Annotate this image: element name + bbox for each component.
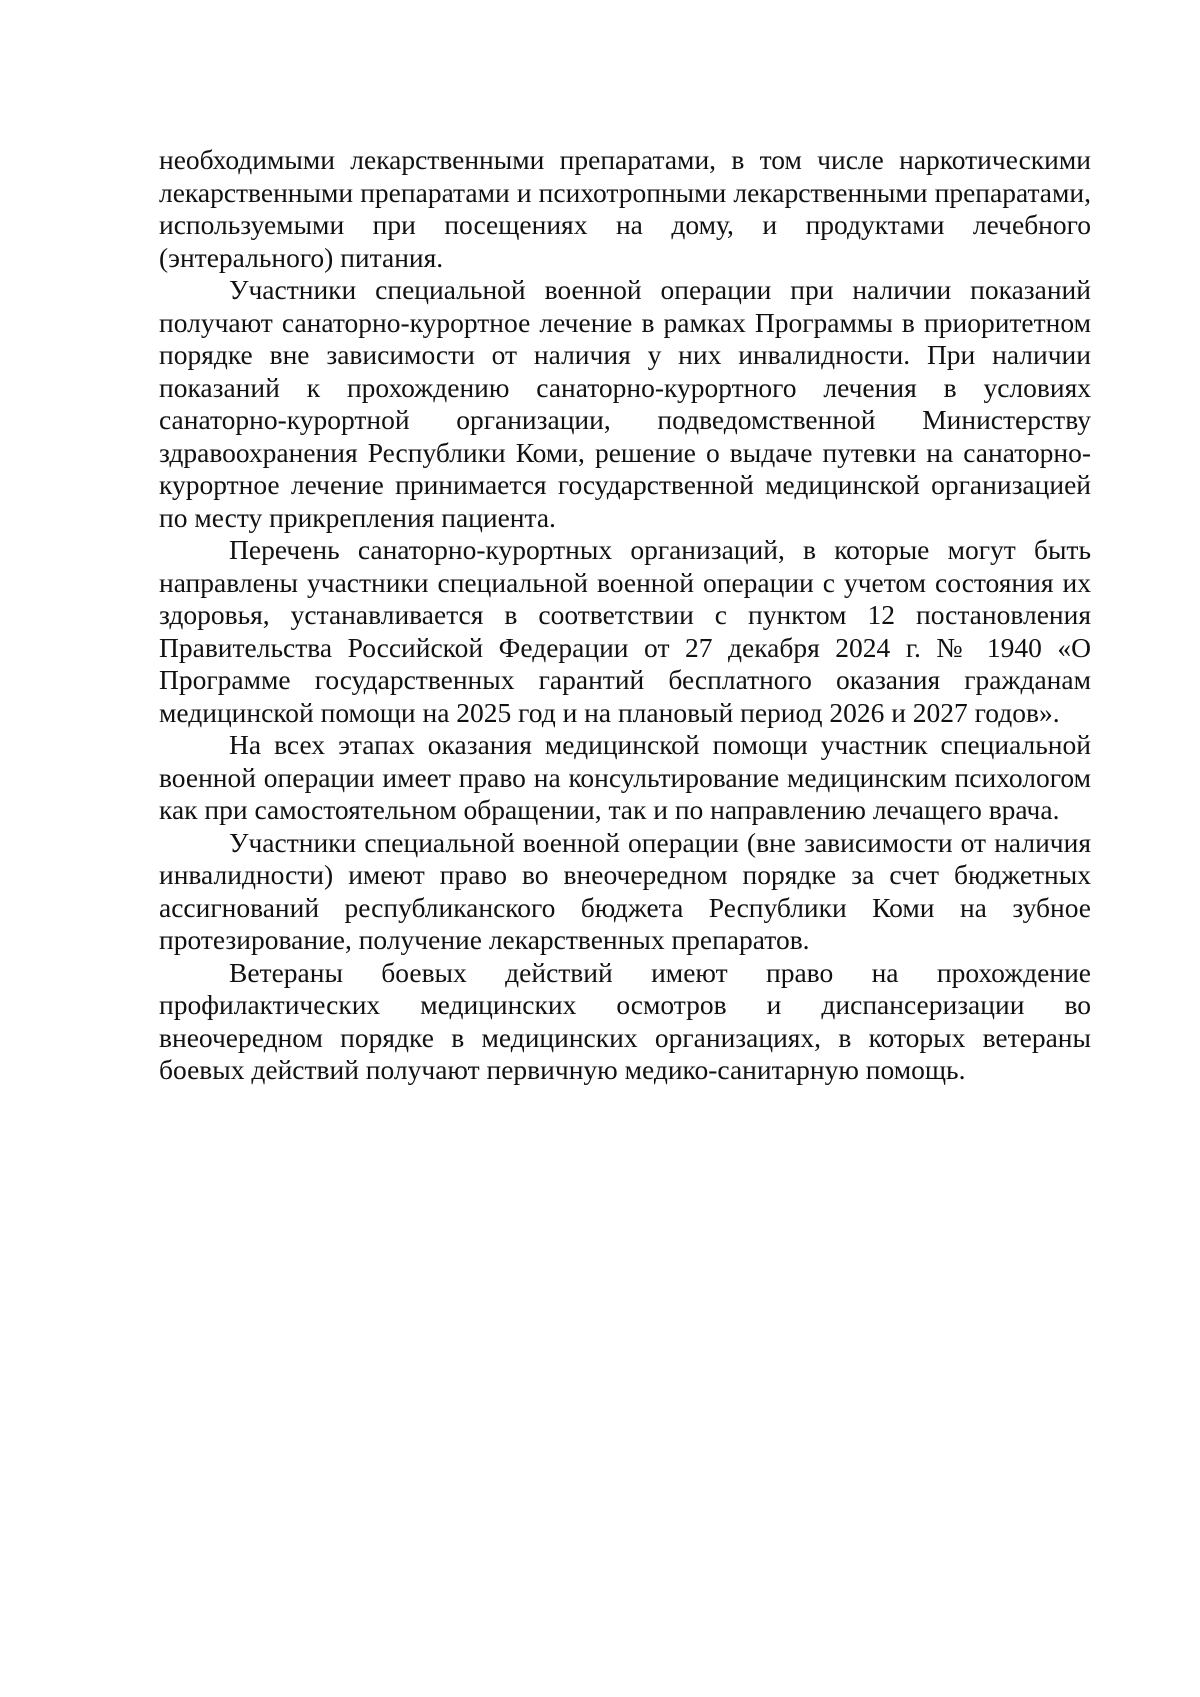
paragraph-dental-prosthetics: Участники специальной военной операции (вне зависимости от наличия инвалидности) имеют право во внеочередном порядке за счет бюджетных ассигнований республиканского бюджета Республики Коми на зубное протезирование, получение лекарственных препаратов. <box>159 826 1091 955</box>
document-body <box>159 144 1091 1087</box>
paragraph-psychologist: На всех этапах оказания медицинской помощи участник специальной военной операции имеет право на консультирование медицинским психологом как при самостоятельном обращении, так и по направлению лечащего врача. <box>159 729 1091 825</box>
paragraph-sanatorium-treatment: Участники специальной военной операции при наличии показаний получают санаторно-курортное лечение в рамках Программы в приоритетном порядке вне зависимости от наличия у них инвалидности. При наличии показаний к прохождению санаторно-курортного лечения в условиях санаторно-курортной организации, подведомственной Министерству здравоохранения Республики Коми, решение о выдаче путевки на санаторно-курортное лечение принимается государственной медицинской организацией по месту прикрепления пациента. <box>159 274 1091 533</box>
paragraph-sanatorium-list: Перечень санаторно-курортных организаций, в которые могут быть направлены участники специальной военной операции с учетом состояния их здоровья, устанавливается в соответствии с пунктом 12 постановления Правительства Российской Федерации от 27 декабря 2024 г. № 1940 «О Программе государственных гарантий бесплатного оказания гражданам медицинской помощи на 2025 год и на плановый период 2026 и 2027 годов». <box>159 534 1091 728</box>
paragraph-veterans-checkups: Ветераны боевых действий имеют право на прохождение профилактических медицинских осмотров и диспансеризации во внеочередном порядке в медицинских организациях, в которых ветераны боевых действий получают первичную медико-санитарную помощь. <box>159 956 1091 1085</box>
paragraph-continuation: необходимыми лекарственными препаратами, в том числе наркотическими лекарственными препаратами и психотропными лекарственными препаратами, используемыми при посещениях на дому, и продуктами лечебного (энтерального) питания. <box>159 144 1091 273</box>
